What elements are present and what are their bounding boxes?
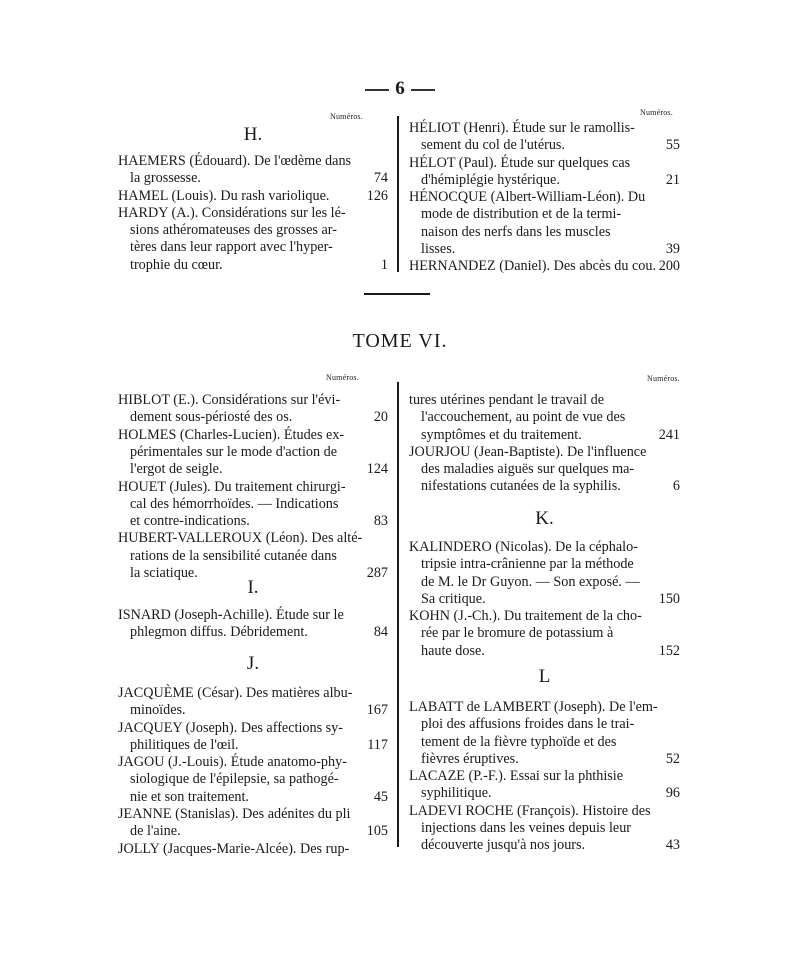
- entry-title-line: [409, 734, 680, 751]
- entry-text: rée par le bromure de potassium à: [421, 625, 614, 642]
- index-entry: [118, 427, 388, 479]
- entry-number: 21: [665, 171, 680, 188]
- entry-text: nifestations cutanées de la syphilis.: [421, 478, 621, 495]
- entry-number: 287: [366, 564, 388, 581]
- section-title-tome: TOME VI.: [352, 330, 448, 352]
- numeros-header-right: Numéros.: [640, 108, 673, 117]
- entry-text: cal des hémorrhoïdes. — Indications: [130, 495, 339, 512]
- index-entry: [409, 768, 680, 803]
- entry-text: HÉLIOT (Henri). Étude sur le ramollis-: [409, 120, 635, 136]
- entry-title-line: [118, 702, 388, 719]
- index-entry: [118, 392, 388, 427]
- index-entry: [118, 153, 388, 188]
- entry-author-line: [409, 803, 680, 820]
- entry-title-line: [409, 837, 680, 854]
- index-entry: [409, 444, 680, 496]
- entry-author-line: [118, 720, 388, 737]
- entry-text: HOUET (Jules). Du traitement chirurgi-: [118, 478, 346, 495]
- entry-number: 241: [658, 426, 680, 443]
- entry-text: JACQUÈME (César). Des matières albu-: [118, 685, 353, 701]
- section-letter-k: K.: [535, 508, 554, 529]
- entry-text: périmentales sur le mode d'action de: [130, 443, 338, 460]
- index-entry: [409, 392, 680, 444]
- index-entry: [409, 699, 680, 768]
- entry-text: ploi des affusions froides dans le trai-: [421, 716, 635, 733]
- entry-author-line: [118, 153, 388, 170]
- entry-title-line: [409, 591, 680, 608]
- entry-author-line: [409, 444, 680, 461]
- entry-text: HIBLOT (E.). Considérations sur l'évi-: [118, 392, 341, 408]
- entry-author-line: [409, 608, 680, 625]
- entry-number: 152: [658, 642, 680, 659]
- entry-title-line: [409, 172, 680, 189]
- entry-text: LADEVI ROCHE (François). Histoire des: [409, 802, 651, 819]
- entry-number: 39: [665, 241, 680, 258]
- entry-title-line: [409, 716, 680, 733]
- index-entry: [409, 608, 680, 660]
- entry-number: 84: [373, 624, 388, 641]
- index-entry: [409, 120, 680, 155]
- entry-title-line: [409, 241, 680, 258]
- index-entry: [118, 806, 388, 841]
- column-divider-top: [397, 116, 399, 272]
- numeros-header-left-2: Numéros.: [326, 373, 359, 382]
- entry-title-line: [118, 624, 388, 641]
- ornament-dash: [365, 89, 389, 91]
- entry-title-line: [409, 751, 680, 768]
- entry-text: HOLMES (Charles-Lucien). Études ex-: [118, 426, 345, 443]
- entry-text: JOURJOU (Jean-Baptiste). De l'influence: [409, 443, 647, 460]
- index-entry: [118, 754, 388, 806]
- index-entry: [118, 685, 388, 720]
- entry-title-line: [409, 556, 680, 573]
- entry-author-line: [409, 155, 680, 172]
- entry-text: HÉNOCQUE (Albert-William-Léon). Du: [409, 189, 646, 206]
- entry-text: sions athéromateuses des grosses ar-: [130, 222, 337, 239]
- entry-number: 126: [366, 187, 388, 204]
- entry-text: des maladies aiguës sur quelques ma-: [421, 461, 635, 478]
- entry-title-line: [409, 427, 680, 444]
- entry-text: l'ergot de seigle.: [130, 461, 223, 478]
- entry-number: 45: [373, 788, 388, 805]
- entry-author-line: [409, 768, 680, 785]
- entry-author-line: [409, 539, 680, 556]
- entry-text: injections dans les veines depuis leur: [421, 820, 632, 837]
- entry-text: HARDY (A.). Considérations sur les lé-: [118, 204, 346, 221]
- entry-author-line: [409, 120, 680, 137]
- index-entry: [409, 155, 680, 190]
- entry-title-line: [118, 548, 388, 565]
- entry-title-line: [409, 137, 680, 154]
- entry-number: 150: [658, 590, 680, 607]
- index-entry: [118, 479, 388, 531]
- entry-text: rations de la sensibilité cutanée dans: [130, 547, 337, 564]
- entry-author-line: [118, 607, 388, 624]
- entry-text: minoïdes.: [130, 702, 186, 719]
- entry-title-line: [409, 574, 680, 591]
- entry-title-line: [118, 771, 388, 788]
- entry-author-line: [409, 392, 680, 409]
- entry-text: nie et son traitement.: [130, 788, 249, 805]
- numeros-header-right-2: Numéros.: [647, 374, 680, 383]
- entry-text: siologique de l'épilepsie, sa pathogé-: [130, 771, 339, 788]
- entry-text: HAMEL (Louis). Du rash variolique.: [118, 187, 330, 204]
- index-entry: [409, 258, 680, 275]
- entry-number: 55: [665, 137, 680, 154]
- entry-text: de l'aine.: [130, 823, 181, 840]
- entry-text: découverte jusqu'à nos jours.: [421, 837, 586, 854]
- entry-text: philitiques de l'œil.: [130, 736, 239, 753]
- entry-text: tères dans leur rapport avec l'hyper-: [130, 239, 333, 256]
- entry-title-line: [118, 239, 388, 256]
- entry-number: 105: [366, 823, 388, 840]
- entry-title-line: [409, 820, 680, 837]
- index-entry: [118, 205, 388, 274]
- entry-author-line: [118, 427, 388, 444]
- entry-text: mode de distribution et de la termi-: [421, 206, 622, 223]
- entry-title-line: [118, 789, 388, 806]
- entry-text: sement du col de l'utérus.: [421, 137, 566, 154]
- entry-text: haute dose.: [421, 642, 485, 659]
- entry-number: 74: [373, 170, 388, 187]
- entry-author-line: [118, 188, 388, 205]
- page-number-text: 6: [395, 78, 405, 99]
- index-entry: [118, 720, 388, 755]
- entry-text: syphilitique.: [421, 785, 492, 802]
- section-letter-h: H.: [243, 124, 263, 145]
- entry-number: 200: [658, 258, 680, 275]
- entry-text: fièvres éruptives.: [421, 750, 519, 767]
- entry-text: et contre-indications.: [130, 513, 250, 530]
- entry-title-line: [118, 823, 388, 840]
- entry-text: tripsie intra-crânienne par la méthode: [421, 556, 634, 573]
- entry-title-line: [118, 737, 388, 754]
- index-entry: [118, 841, 388, 858]
- entry-text: trophie du cœur.: [130, 256, 223, 273]
- entry-text: KALINDERO (Nicolas). De la céphalo-: [409, 539, 638, 555]
- entry-number: 43: [665, 837, 680, 854]
- entry-author-line: [409, 189, 680, 206]
- index-entry: [118, 530, 388, 582]
- entry-number: 124: [366, 461, 388, 478]
- entry-text: HUBERT-VALLEROUX (Léon). Des alté-: [118, 530, 363, 547]
- entry-text: LACAZE (P.-F.). Essai sur la phthisie: [409, 768, 624, 785]
- index-entry: [118, 607, 388, 642]
- entry-title-line: [118, 461, 388, 478]
- entry-author-line: [409, 699, 680, 716]
- entry-text: la sciatique.: [130, 564, 198, 581]
- index-entry: [409, 189, 680, 258]
- entry-author-line: [118, 392, 388, 409]
- entry-number: 1: [380, 256, 388, 273]
- entry-text: lisses.: [421, 241, 456, 258]
- entry-text: la grossesse.: [130, 170, 201, 187]
- entry-title-line: [409, 224, 680, 241]
- entry-text: d'hémiplégie hystérique.: [421, 171, 560, 188]
- entry-text: dement sous-périosté des os.: [130, 409, 293, 426]
- entry-text: HAEMERS (Édouard). De l'œdème dans: [118, 153, 352, 169]
- entry-title-line: [409, 206, 680, 223]
- entry-author-line: [118, 479, 388, 496]
- entry-author-line: [409, 258, 680, 275]
- entry-number: 167: [366, 702, 388, 719]
- entry-author-line: [118, 205, 388, 222]
- page-number: [0, 78, 800, 100]
- entry-title-line: [118, 257, 388, 274]
- index-entry: [409, 803, 680, 855]
- entry-text: JAGOU (J.-Louis). Étude anatomo-phy-: [118, 754, 347, 771]
- entry-title-line: [118, 496, 388, 513]
- entry-title-line: [409, 409, 680, 426]
- entry-title-line: [118, 444, 388, 461]
- entry-number: 96: [665, 785, 680, 802]
- entry-text: phlegmon diffus. Débridement.: [130, 624, 308, 641]
- entry-text: naison des nerfs dans les muscles: [421, 223, 611, 240]
- entry-title-line: [409, 478, 680, 495]
- entry-text: tures utérines pendant le travail de: [409, 392, 605, 408]
- numeros-header-left: Numéros.: [330, 112, 363, 121]
- entry-title-line: [409, 643, 680, 660]
- separator-rule: [364, 293, 430, 295]
- entry-title-line: [118, 513, 388, 530]
- entry-text: JOLLY (Jacques-Marie-Alcée). Des rup-: [118, 840, 350, 857]
- entry-text: KOHN (J.-Ch.). Du traitement de la cho-: [409, 608, 642, 625]
- entry-title-line: [118, 170, 388, 187]
- entry-number: 20: [373, 409, 388, 426]
- entry-text: Sa critique.: [421, 590, 486, 607]
- entry-title-line: [409, 785, 680, 802]
- index-entry: [409, 539, 680, 608]
- entry-number: 52: [665, 750, 680, 767]
- entry-title-line: [409, 625, 680, 642]
- entry-text: LABATT de LAMBERT (Joseph). De l'em-: [409, 699, 658, 715]
- entry-text: JEANNE (Stanislas). Des adénites du pli: [118, 806, 351, 823]
- entry-number: 83: [373, 513, 388, 530]
- entry-author-line: [118, 754, 388, 771]
- entry-title-line: [118, 409, 388, 426]
- entry-author-line: [118, 806, 388, 823]
- entry-text: symptômes et du traitement.: [421, 426, 582, 443]
- entry-text: de M. le Dr Guyon. — Son exposé. —: [421, 573, 640, 590]
- entry-text: HERNANDEZ (Daniel). Des abcès du cou.: [409, 258, 657, 275]
- index-entry: [118, 188, 388, 205]
- entry-author-line: [118, 685, 388, 702]
- entry-number: 117: [367, 736, 388, 753]
- entry-text: JACQUEY (Joseph). Des affections sy-: [118, 719, 343, 736]
- entry-text: HÉLOT (Paul). Étude sur quelques cas: [409, 154, 631, 171]
- section-letter-i: I.: [247, 577, 259, 598]
- section-letter-j: J.: [246, 653, 260, 674]
- entry-author-line: [118, 841, 388, 858]
- entry-text: ISNARD (Joseph-Achille). Étude sur le: [118, 607, 344, 623]
- section-letter-l: L: [538, 666, 551, 687]
- entry-title-line: [409, 461, 680, 478]
- entry-text: l'accouchement, au point de vue des: [421, 409, 626, 426]
- entry-title-line: [118, 222, 388, 239]
- ornament-dash: [411, 89, 435, 91]
- entry-number: 6: [672, 478, 680, 495]
- column-divider-bottom: [397, 382, 399, 847]
- entry-text: tement de la fièvre typhoïde et des: [421, 733, 617, 750]
- entry-author-line: [118, 530, 388, 547]
